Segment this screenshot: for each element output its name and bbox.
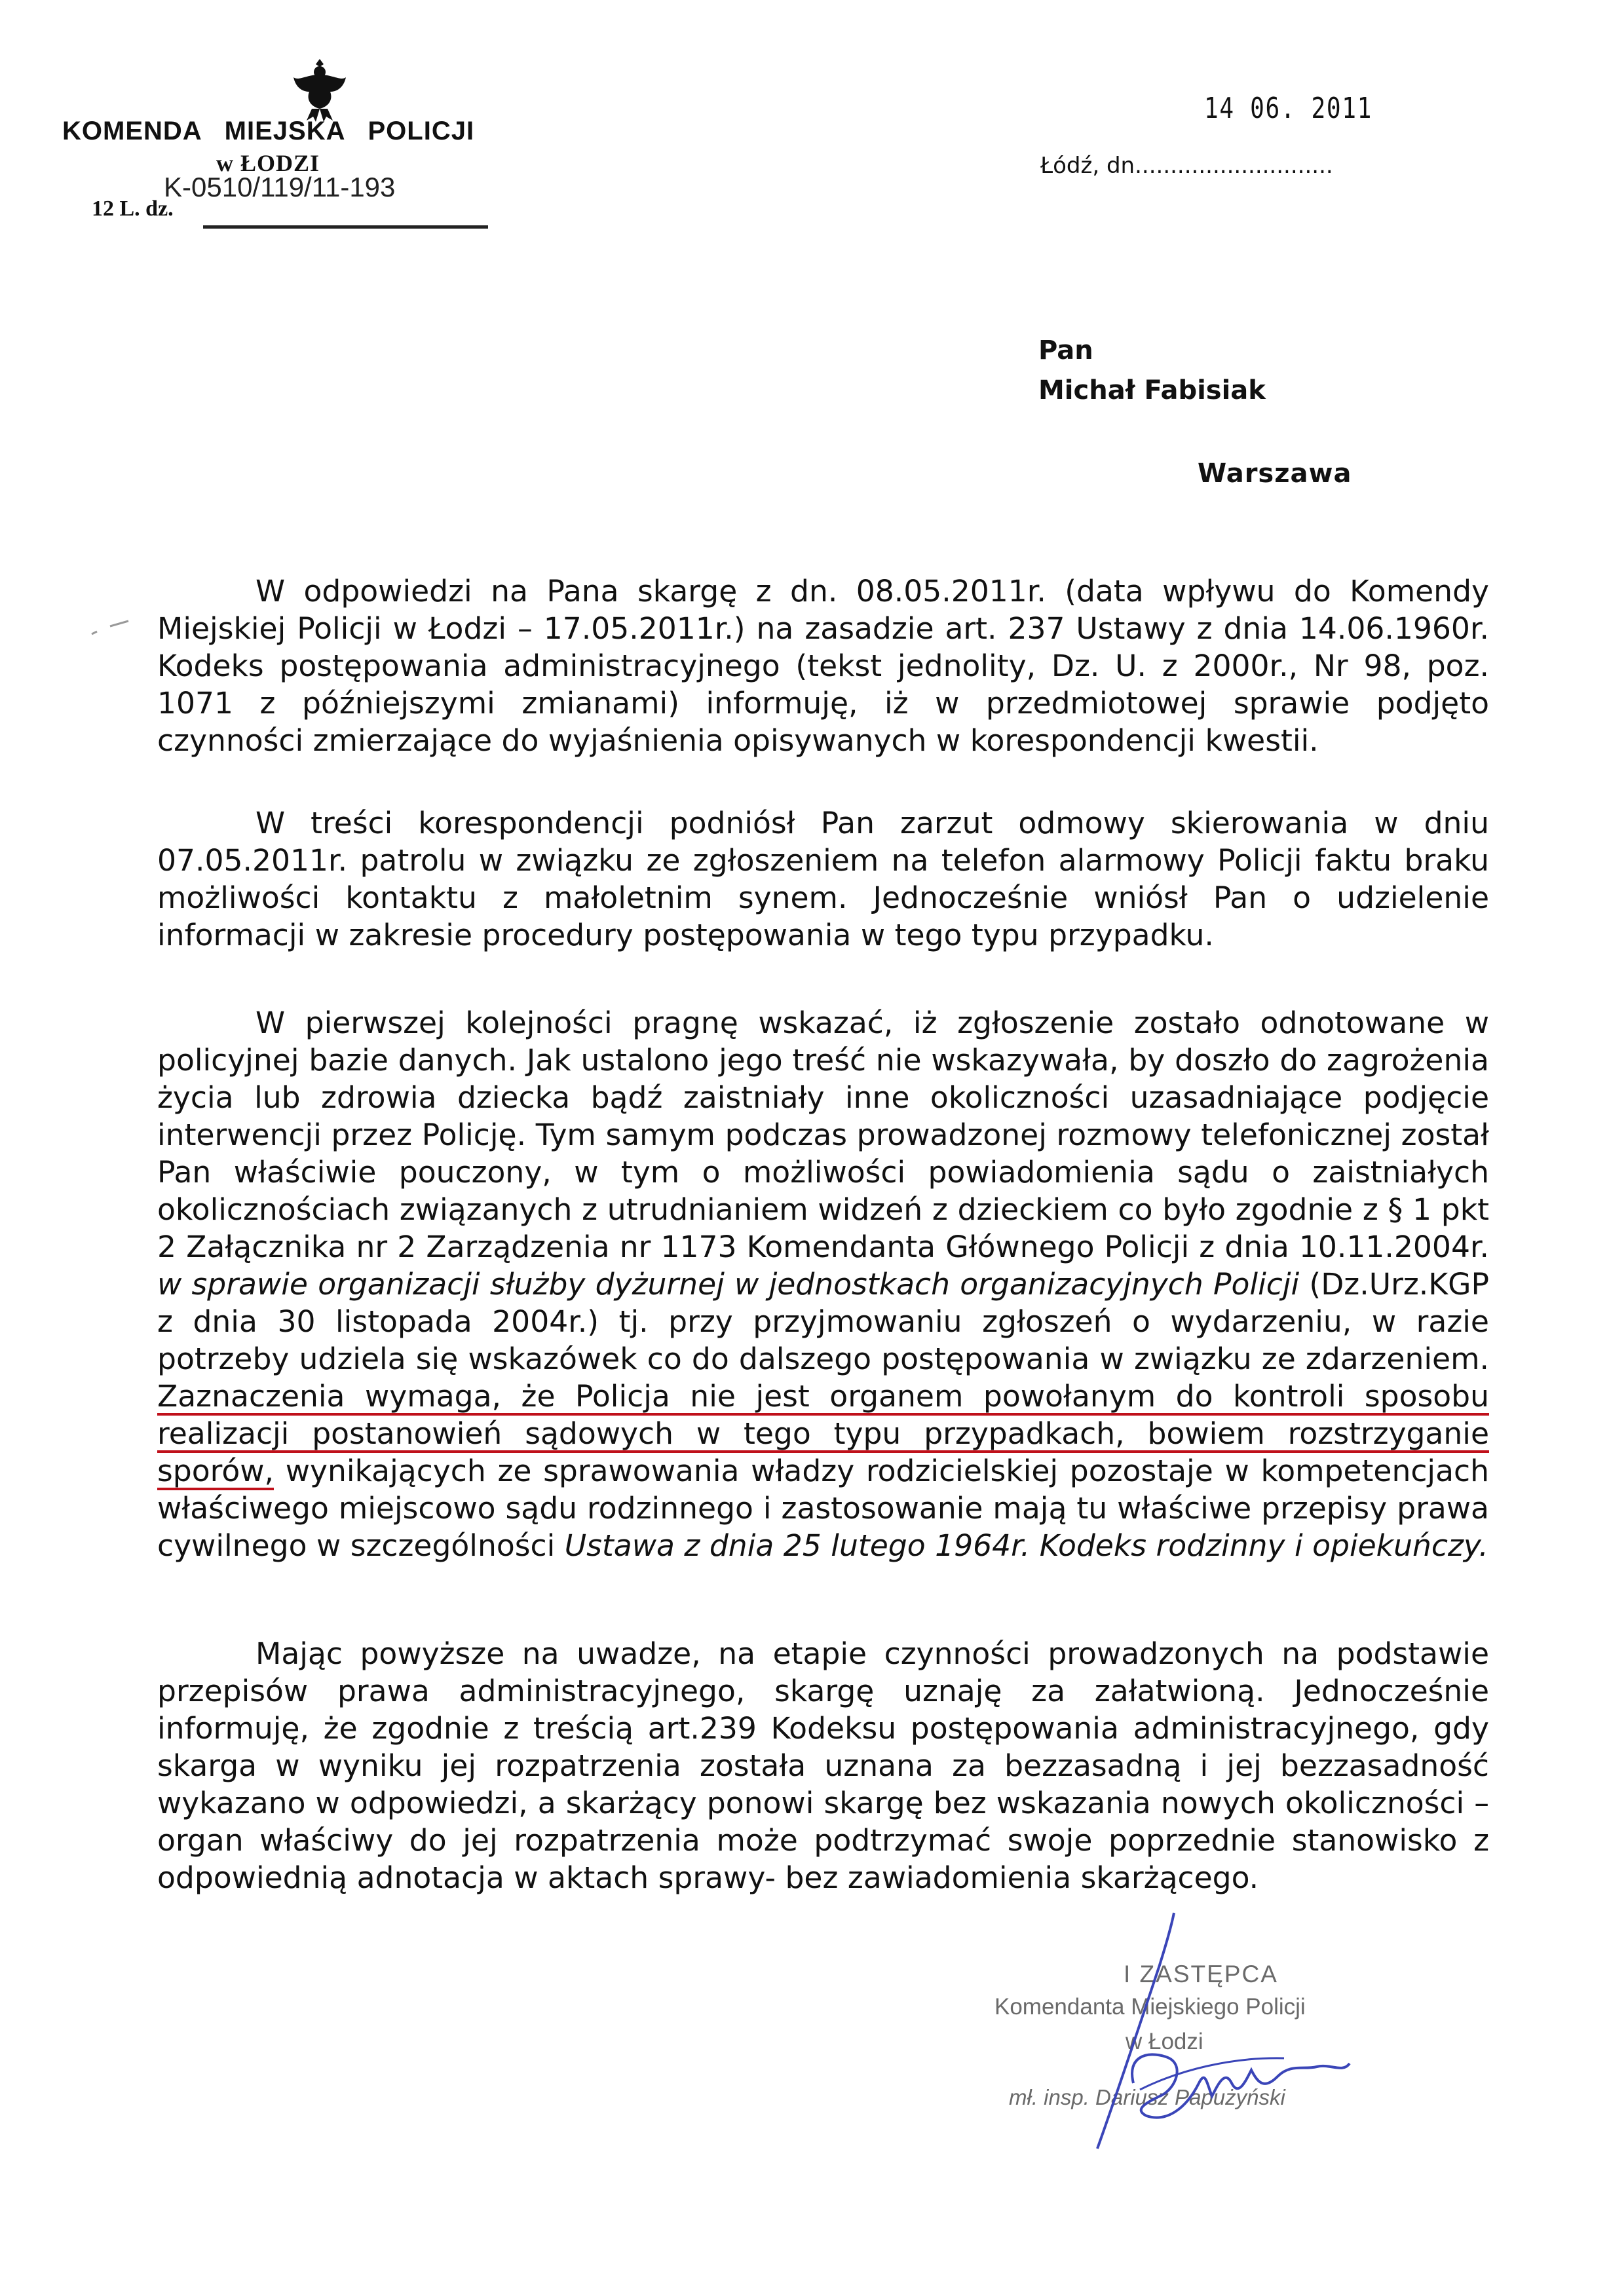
- paragraph-3: W pierwszej kolejności pragnę wskazać, iż zgłoszenie zostało odnotowane w policyjnej bazie danych. Jak ustalono jego treść nie wskazywała, by doszło do zagrożenia życia lub zdrowia dziecka bądź zaistniały inne okoliczności uzasadniające podjęcie interwencji przez Policję. Tym samym podczas prowadzonej rozmowy telefonicznej został Pan właściwie pouczony, w tym o możliwości powiadomienia sądu o zaistniałych okolicznościach związanych z utrudnianiem widzeń z dzieckiem co było zgodnie z § 1 pkt 2 Załącznika nr 2 Zarządzenia nr 1173 Komendanta Głównego Policji z dnia 10.11.2004r. w sprawie organizacji służby dyżurnej w jednostkach organizacyjnych Policji (Dz.Urz.KGP z dnia 30 listopada 2004r.) tj. przy przyjmowaniu zgłoszeń o wydarzeniu, w razie potrzeby udziela się wskazówek co do dalszego postępowania w związku ze zdarzeniem. Zaznaczenia wymaga, że Policja nie jest organem powołanym do kontroli sposobu realizacji postanowień sądowych w tego typu przypadkach, bowiem rozstrzyganie sporów, wynikających ze sprawowania władzy rodzicielskiej pozostaje w kompetencjach właściwego miejscowo sądu rodzinnego i zastosowanie mają tu właściwe przepisy prawa cywilnego w szczególności Ustawa z dnia 25 lutego 1964r. Kodeks rodzinny i opiekuńczy.: [157, 1006, 1489, 1563]
- recipient-city: Warszawa: [1198, 459, 1352, 489]
- family-code-title: Ustawa z dnia 25 lutego 1964r. Kodeks rodzinny i opiekuńczy.: [564, 1528, 1488, 1563]
- handwritten-signature: [1035, 1887, 1402, 2175]
- place-date-line: Łódź, dn............................: [1040, 153, 1333, 179]
- signature-unit: w Łodzi: [1126, 2029, 1203, 2054]
- regulation-title: w sprawie organizacji służby dyżurnej w jednostkach organizacyjnych Policji: [157, 1267, 1300, 1302]
- margin-mark: [90, 617, 149, 637]
- institution-city: w ŁODZI: [216, 150, 320, 176]
- reference-number: K-0510/119/11-193: [164, 172, 396, 202]
- date-stamp: 14 06. 2011: [1204, 92, 1372, 125]
- paragraph-4: Mając powyższe na uwadze, na etapie czynności prowadzonych na podstawie przepisów prawa administracyjnego, skargę uznaję za załatwioną. Jednocześnie informuję, że zgodnie z treścią art.239 Kodeksu postępowania administracyjnego, gdy skarga w wyniku jej rozpatrzenia została uznana za bezzasadną i jej bezzasadność wykazano w odpowiedzi, a skarżący ponowi skargę bez wskazania nowych okoliczności – organ właściwy do jej rozpatrzenia może podtrzymać swoje poprzednie stanowisko z odpowiednią adnotacja w aktach sprawy- bez zawiadomienia skarżącego.: [157, 1636, 1489, 1895]
- reference-underline: [203, 225, 488, 229]
- signature-title: I ZASTĘPCA: [1124, 1961, 1278, 1987]
- signature-role: Komendanta Miejskiego Policji: [994, 1994, 1306, 2020]
- institution-name: KOMENDA MIEJSKA POLICJI: [62, 117, 475, 145]
- paragraph-1: W odpowiedzi na Pana skargę z dn. 08.05.2011r. (data wpływu do Komendy Miejskiej Policji w Łodzi – 17.05.2011r.) na zasadzie art. 237 Ustawy z dnia 14.06.1960r. Kodeks postępowania administracyjnego (tekst jednolity, Dz. U. z 2000r., Nr 98, poz. 1071 z późniejszymi zmianami) informuję, iż w przedmiotowej sprawie podjęto czynności zmierzające do wyjaśnienia opisywanych w korespondencji kwestii.: [157, 574, 1489, 758]
- underlined-passage: Zaznaczenia wymaga, że Policja nie jest organem powołanym do kontroli sposobu realizacji postanowień sądowych w tego typu przypadkach, bowiem rozstrzyganie sporów,: [157, 1379, 1489, 1488]
- paragraph-2: W treści korespondencji podniósł Pan zarzut odmowy skierowania w dniu 07.05.2011r. patrolu w związku ze zgłoszeniem na telefon alarmowy Policji faktu braku możliwości kontaktu z małoletnim synem. Jednocześnie wniósł Pan o udzielenie informacji w zakresie procedury postępowania w tego typu przypadku.: [157, 806, 1489, 952]
- signatory-name: mł. insp. Dariusz Papużyński: [1009, 2085, 1285, 2109]
- recipient-name: Michał Fabisiak: [1038, 375, 1266, 405]
- reference-prefix: 12 L. dz.: [92, 197, 174, 221]
- recipient-salutation: Pan: [1038, 335, 1093, 366]
